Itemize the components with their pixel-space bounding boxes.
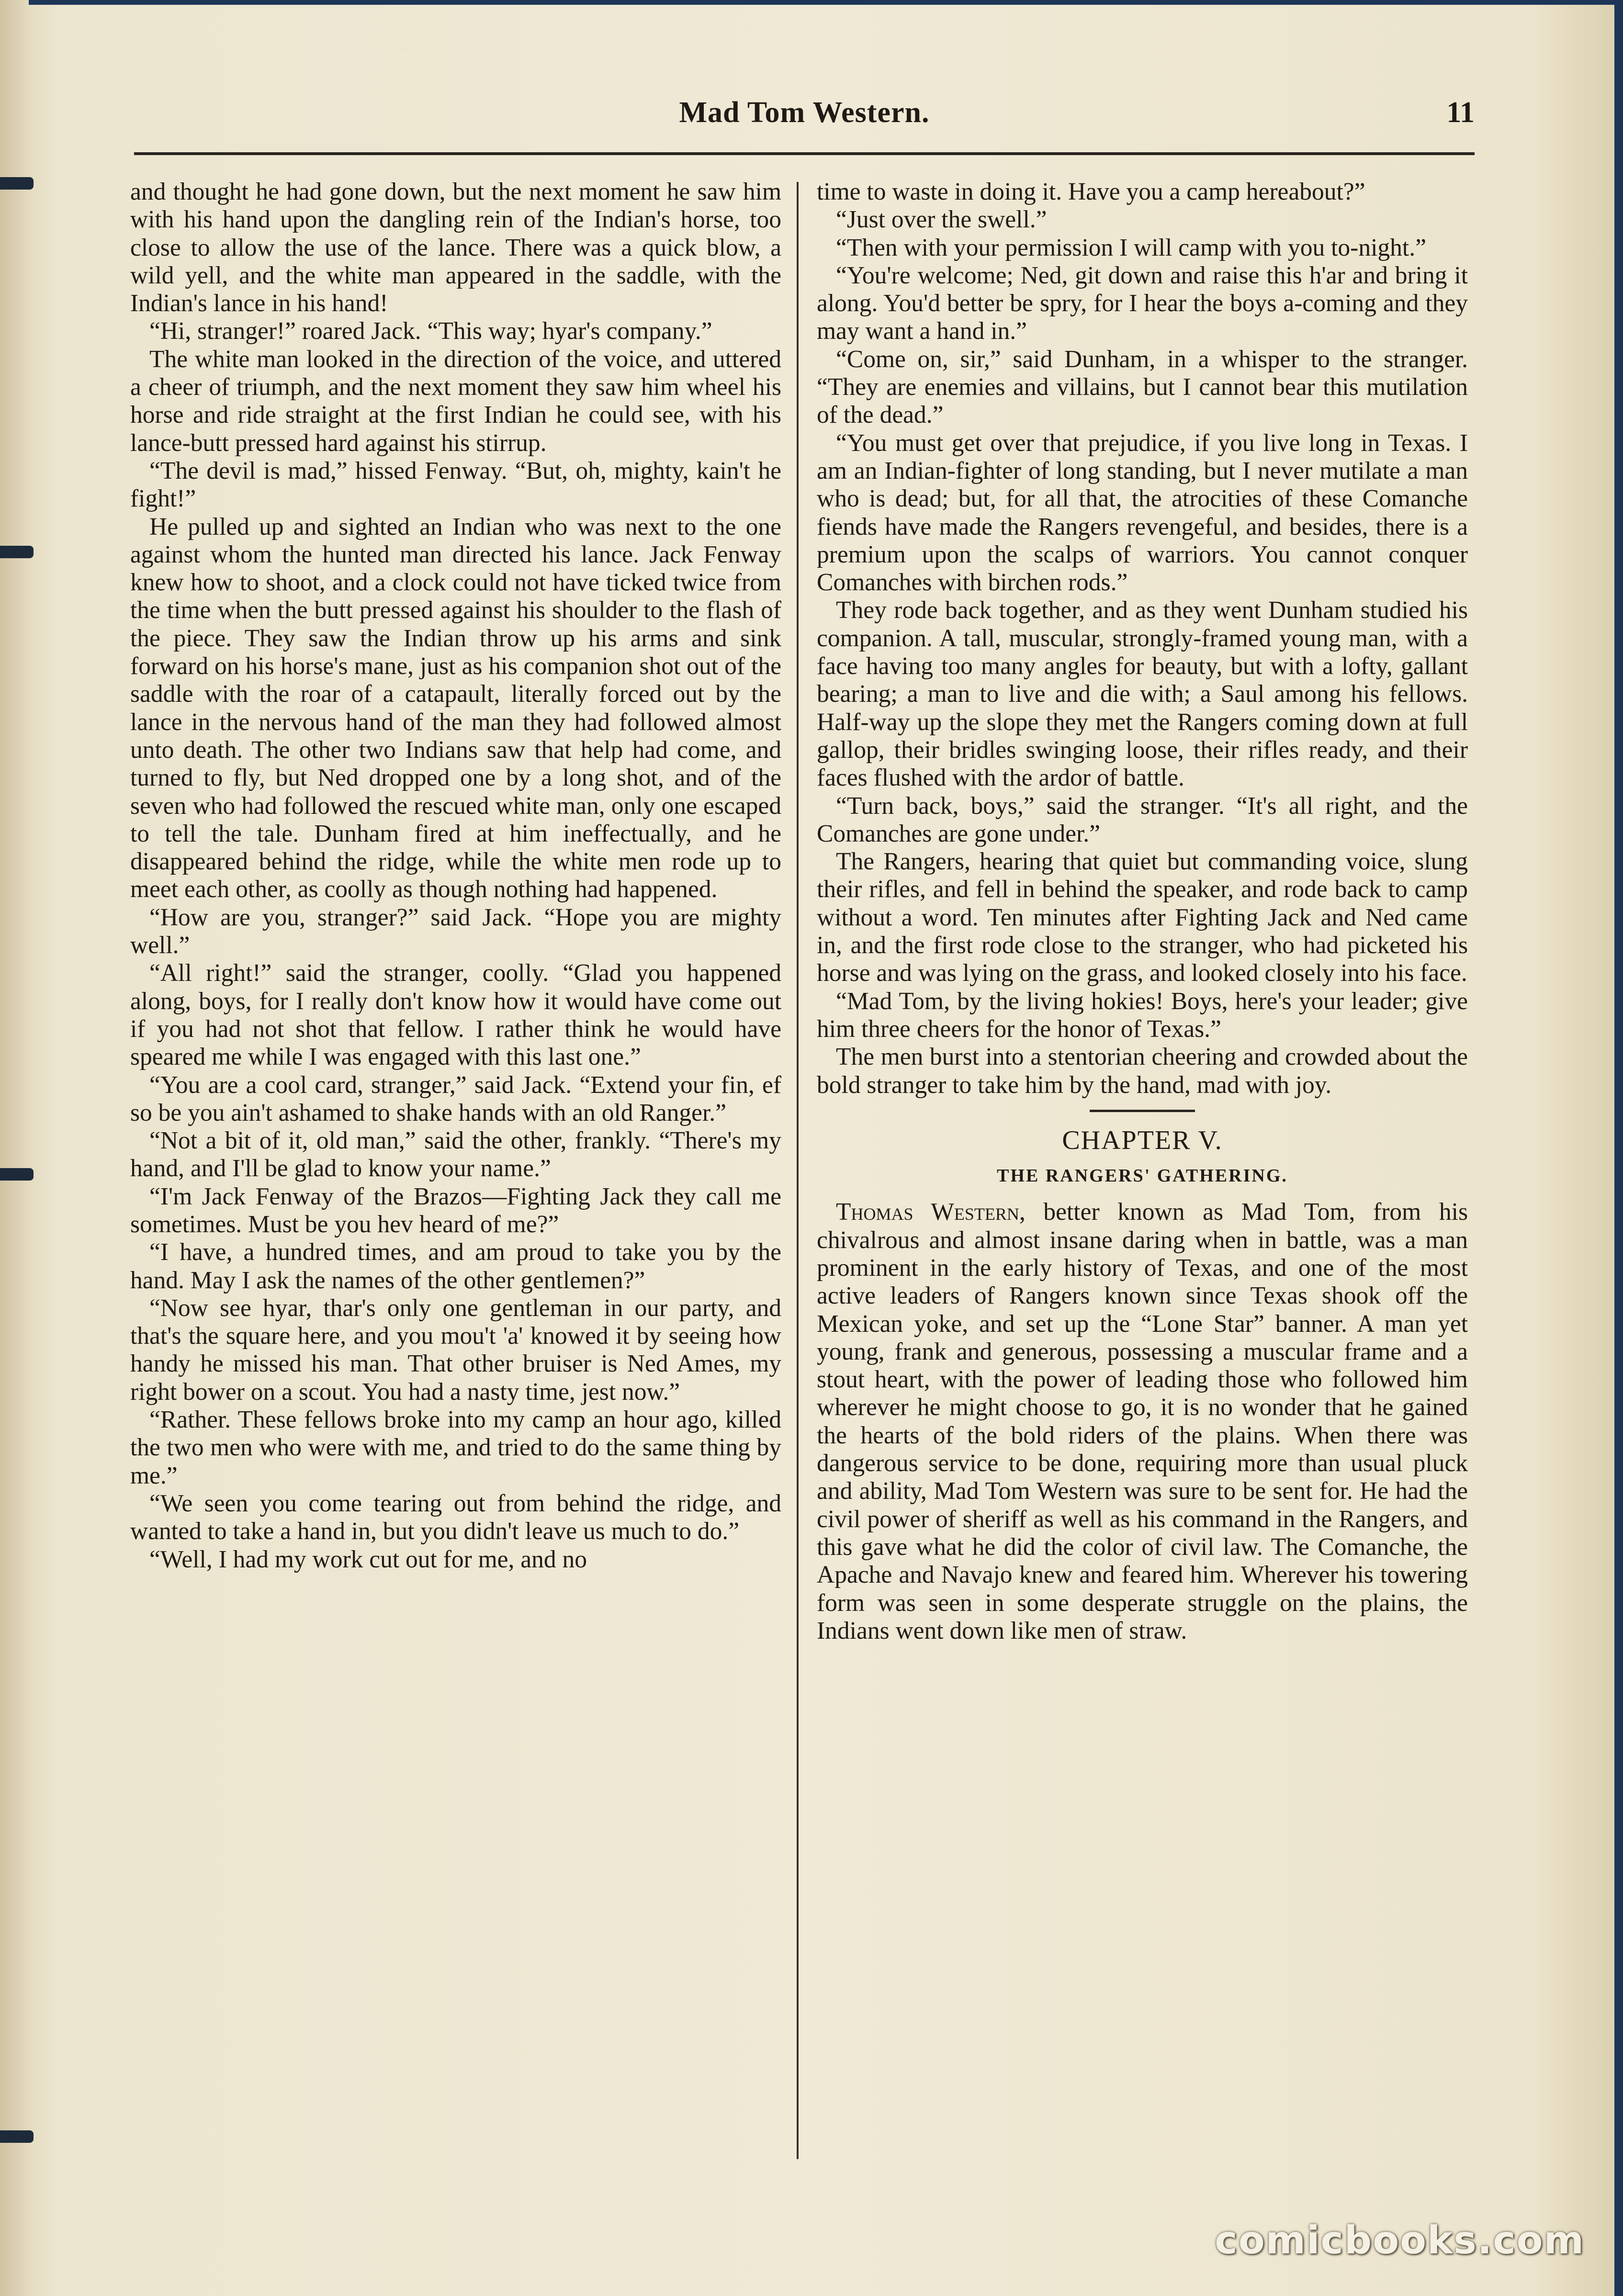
- paragraph: He pulled up and sighted an Indian who was next to the one against whom the hunted man directed his lance. Jack Fenway knew how to shoot, and a clock could not have ticked twice from the time when the butt pressed against his shoulder to the flash of the piece. They saw the Indian throw up his arms and sink forward on his horse's mane, just as his companion shot out of the saddle with the roar of a catapault, literally forced out by the lance in the nervous hand of the man they had followed almost unto death. The other two Indians saw that help had come, and turned to fly, but Ned dropped one by a long shot, and of the seven who had followed the rescued white man, only one escaped to tell the tale. Dunham fired at him ineffectually, and he disappeared behind the ridge, while the white men rode up to meet each other, as coolly as though nothing had happened.: [130, 513, 781, 903]
- paragraph: “Then with your permission I will camp with you to-night.”: [836, 234, 1426, 261]
- paragraph: “You are a cool card, stranger,” said Jack. “Extend your fin, ef so be you ain't ashamed to shake hands with an old Ranger.”: [130, 1071, 781, 1126]
- binding-stitch: [0, 1168, 34, 1181]
- binding-edge: [0, 0, 29, 2296]
- paragraph: “I'm Jack Fenway of the Brazos—Fighting Jack they call me sometimes. Must be you hev heard of me?”: [130, 1182, 781, 1238]
- binding-stitch: [0, 546, 34, 558]
- paragraph: “Come on, sir,” said Dunham, in a whisper to the stranger. “They are enemies and villains, but I cannot bear this mutilation of the dead.”: [817, 345, 1468, 429]
- chapter-text: [817, 1198, 1468, 1645]
- paragraph: “Just over the swell.”: [836, 206, 1047, 234]
- paragraph: “You must get over that prejudice, if you live long in Texas. I am an Indian-fighter of long standing, but I never mutilate a man who is dead; but, for all that, the atrocities of these Comanche fiends have made the Rangers revengeful, and besides, there is a premium upon the scalps of warriors. You cannot conquer Comanches with birchen rods.”: [817, 429, 1468, 597]
- left-column: [130, 178, 781, 2165]
- paragraph: [817, 1198, 1468, 1645]
- top-border: [0, 0, 1623, 5]
- paragraph: The Rangers, hearing that quiet but commanding voice, slung their rifles, and fell in behind the speaker, and rode back to camp without a word. Ten minutes after Fighting Jack and Ned came in, and the first rode close to the stranger, who had picketed his horse and was lying on the grass, and looked closely into his face.: [817, 848, 1468, 987]
- chapter-subheading: THE RANGERS' GATHERING.: [997, 1166, 1288, 1186]
- paragraph: time to waste in doing it. Have you a camp hereabout?”: [817, 178, 1365, 205]
- paragraph: “You're welcome; Ned, git down and raise this h'ar and bring it along. You'd better be spry, for I hear the boys a-coming and they may want a hand in.”: [817, 261, 1468, 345]
- running-title: Mad Tom Western.: [679, 96, 930, 129]
- paragraph: “Well, I had my work cut out for me, and no: [149, 1545, 587, 1573]
- right-column-text: [817, 178, 1468, 1099]
- right-column: [817, 178, 1468, 2165]
- paragraph: “We seen you come tearing out from behind the ridge, and wanted to take a hand in, but you didn't leave us much to do.”: [130, 1489, 781, 1545]
- paragraph: “The devil is mad,” hissed Fenway. “But, oh, mighty, kain't he fight!”: [130, 457, 781, 513]
- header-rule: [134, 152, 1475, 155]
- chapter-heading: CHAPTER V.: [1062, 1125, 1223, 1155]
- watermark: comicbooks.com: [1215, 2218, 1585, 2262]
- page-number: 11: [1446, 96, 1475, 129]
- paragraph-body: better known as Mad Tom, from his chivalrous and almost insane daring when in battle, was a man prominent in the early history of Texas, and one of the most active leaders of Rangers known since Texas shook off the Mexican yoke, and set up the “Lone Star” banner. A man yet young, frank and generous, possessing a muscular frame and a stout heart, with the power of leading those who followed him wherever he might choose to go, it is no wonder that he gained the hearts of the bold riders of the plains. When there was dangerous service to be done, requiring more than usual pluck and ability, Mad Tom Western was sure to be sent for. He had the civil power of sheriff as well as his command in the Rangers, and this gave what he did the color of civil law. The Comanche, the Apache and Navajo knew and feared him. Wherever his towering form was seen in some desperate struggle on the plains, the Indians went down like men of straw.: [817, 1198, 1468, 1644]
- paragraph: “Turn back, boys,” said the stranger. “It's all right, and the Comanches are gone under.”: [817, 792, 1468, 847]
- paragraph: “I have, a hundred times, and am proud to take you by the hand. May I ask the names of the other gentlemen?”: [130, 1238, 781, 1294]
- page-header: [134, 96, 1475, 139]
- paragraph: “Rather. These fellows broke into my camp an hour ago, killed the two men who were with me, and tried to do the same thing by me.”: [130, 1406, 781, 1489]
- column-divider: [797, 182, 799, 2159]
- right-border: [1614, 0, 1623, 2296]
- binding-stitch: [0, 2130, 34, 2143]
- paragraph: “How are you, stranger?” said Jack. “Hope you are mighty well.”: [130, 903, 781, 959]
- paragraph: “Mad Tom, by the living hokies! Boys, here's your leader; give him three cheers for the honor of Texas.”: [817, 987, 1468, 1043]
- binding-stitch: [0, 177, 34, 190]
- paragraph: “Hi, stranger!” roared Jack. “This way; hyar's company.”: [149, 317, 712, 345]
- paragraph: The white man looked in the direction of the voice, and uttered a cheer of triumph, and the next moment they saw him wheel his horse and ride straight at the first Indian he could see, with his lance-butt pressed hard against his stirrup.: [130, 345, 781, 457]
- paragraph: “Not a bit of it, old man,” said the other, frankly. “There's my hand, and I'll be glad to know your name.”: [130, 1127, 781, 1182]
- paragraph: They rode back together, and as they went Dunham studied his companion. A tall, muscular, strongly-framed young man, with a face having too many angles for beauty, but with a lofty, gallant bearing; a man to live and die with; a Saul among his fellows. Half-way up the slope they met the Rangers coming down at full gallop, their bridles swinging loose, their rifles ready, and their faces flushed with the ardor of battle.: [817, 597, 1468, 792]
- paragraph: “Now see hyar, thar's only one gentleman in our party, and that's the square here, and you mou't 'a' knowed it by seeing how handy he missed his man. That other bruiser is Ned Ames, my right bower on a scout. You had a nasty time, jest now.”: [130, 1294, 781, 1406]
- paragraph: “All right!” said the stranger, coolly. “Glad you happened along, boys, for I really don't know how it would have come out if you had not shot that fellow. I rather think he would have speared me while I was engaged with this last one.”: [130, 959, 781, 1071]
- paragraph: The men burst into a stentorian cheering and crowded about the bold stranger to take him by the hand, mad with joy.: [817, 1043, 1468, 1099]
- paragraph-lead: Thomas Western,: [836, 1198, 1026, 1226]
- paragraph: and thought he had gone down, but the next moment he saw him with his hand upon the dangling rein of the Indian's horse, too close to allow the use of the lance. There was a quick blow, a wild yell, and the white man appeared in the saddle, with the Indian's lance in his hand!: [130, 178, 781, 317]
- chapter-rule: [1090, 1110, 1195, 1112]
